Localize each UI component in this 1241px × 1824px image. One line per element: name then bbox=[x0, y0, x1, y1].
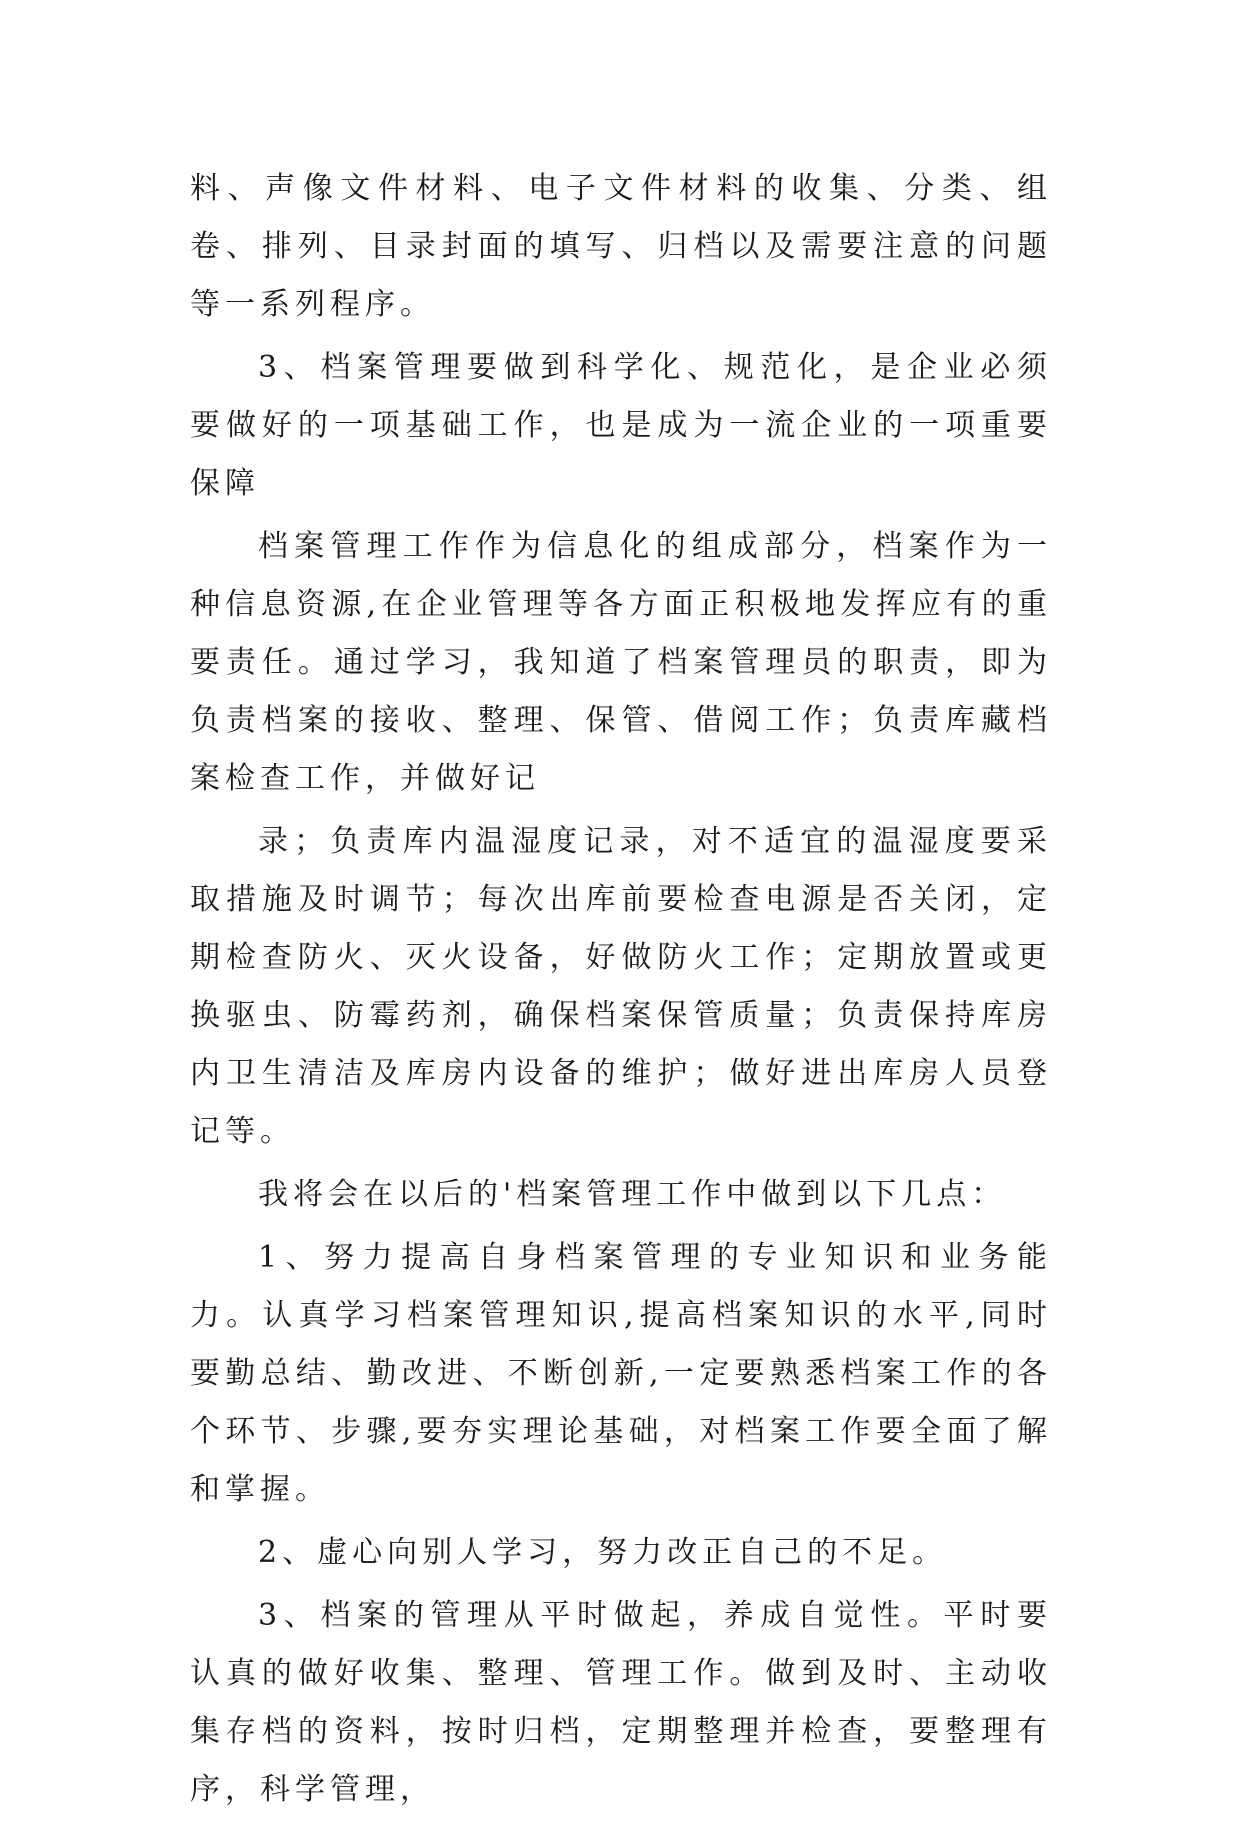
paragraph-5: 我将会在以后的'档案管理工作中做到以下几点： bbox=[258, 1177, 1007, 1212]
paragraph-2: 3、档案管理要做到科学化、规范化，是企业必须要做好的一项基础工作，也是成为一流企业的一项重要保障 bbox=[190, 350, 1052, 501]
paragraph-7: 2、虚心向别人学习，努力改正自己的不足。 bbox=[258, 1535, 948, 1570]
document-body bbox=[190, 160, 1052, 1824]
paragraph-3: 档案管理工作作为信息化的组成部分，档案作为一种信息资源,在企业管理等各方面正积极地发挥应有的重要责任。通过学习，我知道了档案管理员的职责，即为负责档案的接收、整理、保管、借阅工作；负责库藏档案检查工作，并做好记 bbox=[190, 529, 1052, 796]
paragraph-4: 录；负责库内温湿度记录，对不适宜的温湿度要采取措施及时调节；每次出库前要检查电源是否关闭，定期检查防火、灭火设备，好做防火工作；定期放置或更换驱虫、防霉药剂，确保档案保管质量；负责保持库房内卫生清洁及库房内设备的维护；做好进出库房人员登记等。 bbox=[190, 824, 1052, 1149]
paragraph-1: 料、声像文件材料、电子文件材料的收集、分类、组卷、排列、目录封面的填写、归档以及需要注意的问题等一系列程序。 bbox=[190, 171, 1052, 322]
paragraph-8: 3、档案的管理从平时做起，养成自觉性。平时要认真的做好收集、整理、管理工作。做到及时、主动收集存档的资料，按时归档，定期整理并检查，要整理有序，科学管理， bbox=[190, 1598, 1052, 1807]
paragraph-6: 1、努力提高自身档案管理的专业知识和业务能力。认真学习档案管理知识,提高档案知识的水平,同时要勤总结、勤改进、不断创新,一定要熟悉档案工作的各个环节、步骤,要夯实理论基础，对档案工作要全面了解和掌握。 bbox=[190, 1240, 1052, 1507]
